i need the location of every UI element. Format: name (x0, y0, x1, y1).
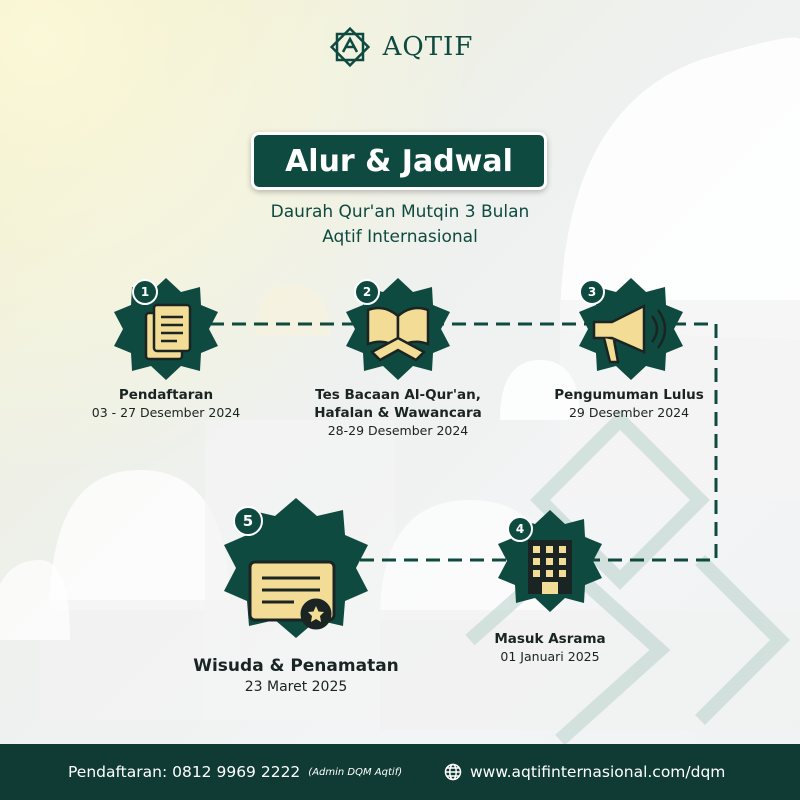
certificate-icon (250, 562, 334, 628)
footer-registration (68, 744, 402, 800)
step-number-5: 5 (233, 506, 263, 536)
website-link[interactable]: www.aqtifinternasional.com/dqm (470, 763, 726, 781)
step-title-2b: Hafalan & Wawancara (314, 405, 482, 421)
step-label-2 (298, 386, 498, 440)
globe-icon (444, 763, 462, 781)
step-date-5: 23 Maret 2025 (244, 679, 348, 695)
building-icon (528, 540, 572, 594)
step-date-2: 28-29 Desember 2024 (327, 423, 469, 438)
step-date-3: 29 Desember 2024 (568, 405, 690, 420)
step-title-1: Pendaftaran (118, 387, 214, 403)
step-number-4: 4 (507, 516, 533, 542)
step-title-5: Wisuda & Penamatan (193, 656, 399, 676)
step-date-4: 01 Januari 2025 (500, 649, 600, 664)
registration-phone[interactable]: Pendaftaran: 0812 9969 2222 (68, 763, 301, 781)
step-title-4: Masuk Asrama (494, 631, 606, 647)
step-title-3: Pengumuman Lulus (554, 387, 704, 403)
step-label-5 (180, 655, 412, 697)
footer-bar (0, 744, 800, 800)
step-date-1: 03 - 27 Desember 2024 (91, 405, 241, 420)
footer-website (444, 744, 725, 800)
step-label-1 (76, 386, 256, 422)
step-badge-1 (114, 278, 218, 380)
brand-name: AQTIF (382, 32, 474, 62)
step-number-1: 1 (132, 279, 158, 305)
admin-note: (Admin DQM Aqtif) (308, 766, 403, 778)
subtitle-line-1: Daurah Qur'an Mutqin 3 Bulan (270, 202, 530, 222)
step-number-3: 3 (579, 279, 605, 305)
step-label-4 (470, 630, 630, 666)
step-number-2: 2 (354, 279, 380, 305)
step-title-2: Tes Bacaan Al-Qur'an, (315, 387, 481, 403)
page-title: Alur & Jadwal (285, 143, 513, 179)
subtitle-line-2: Aqtif Internasional (322, 227, 478, 247)
document-icon (146, 305, 190, 359)
step-label-3 (534, 386, 724, 422)
